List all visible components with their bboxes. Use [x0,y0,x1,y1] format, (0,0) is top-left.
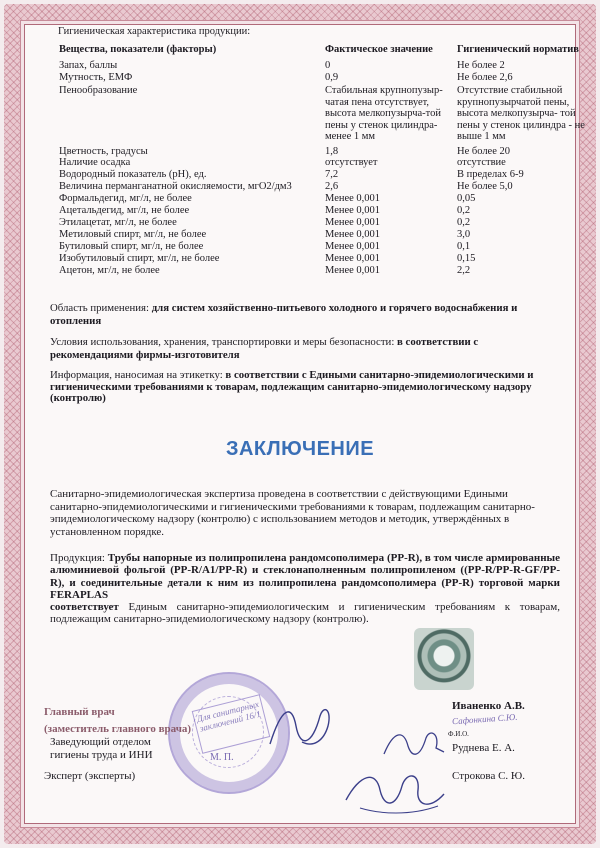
rectangular-stamp: Для санитарных заключений 16/1 [192,694,271,754]
product-value: Трубы напорные из полипропилена рандомсополимера (PP-R), в том числе армированные алюминиевой фольгой (PP-R/A1/PP-R) и стеклонаполненным полипропиленом ((PP-R/PP-R-GF/PP-R), и соединительные детали к ним из полипропилена рандомсополимера (PP-R) торговой марки FERAPLAS [50,552,560,601]
table-row-name: Метиловый спирт, мг/л, не более [59,229,207,240]
table-row-norm: 3,0 [457,229,471,240]
table-row-norm: Не более 2 [457,60,505,71]
signer-name-2: Руднева Е. А. [452,742,515,754]
complies-label: соответствует [50,601,119,614]
table-row-fact: Менее 0,001 [325,253,381,264]
head-dept-line2: гигиены труда и ИНИ [50,749,153,761]
fio-label: Ф.И.О. [448,730,469,738]
signature-chief [262,696,342,756]
table-row-norm: Не более 2,6 [457,72,513,83]
conclusion-title: ЗАКЛЮЧЕНИЕ [225,438,375,460]
table-row-fact: отсутствует [325,157,378,168]
chief-doctor-label: Главный врач [44,706,115,718]
table-row-fact: 1,8 [325,146,339,157]
table-row-name: Мутность, ЕМФ [59,72,133,83]
head-dept-line1: Заведующий отделом [50,736,151,748]
table-row-norm: 0,05 [457,193,476,204]
table-row-name: Величина перманганатной окисляемости, мгО2/дм3 [59,181,292,192]
signature-rudneva [380,724,450,764]
table-row-fact: Менее 0,001 [325,229,381,240]
table-row-fact: 7,2 [325,169,339,180]
table-row-norm: 0,2 [457,217,471,228]
hologram-icon [414,628,474,690]
table-row-name: Ацетальдегид, мг/л, не более [59,205,190,216]
table-row-norm: 0,2 [457,205,471,216]
table-row-fact: Стабильная крупнопузыр-чатая пена отсутствует, высота мелкопузырча-той пены у стенок цилиндра-менее 1 мм [325,85,443,142]
signature-strokova [340,760,450,820]
table-row-norm: 0,15 [457,253,476,264]
table-row-fact: Менее 0,001 [325,205,381,216]
table-row-norm: 0,1 [457,241,471,252]
label-info-paragraph [50,370,560,405]
mp-label: М. П. [210,752,234,763]
table-row-norm: 2,2 [457,265,471,276]
col-header-norm: Гигиенический норматив [457,44,579,55]
scope-paragraph [50,302,560,327]
table-row-fact: 0,9 [325,72,339,83]
table-row-fact: Менее 0,001 [325,193,381,204]
table-row-norm: отсутствие [457,157,506,168]
table-row-name: Цветность, градусы [59,146,148,157]
table-row-norm: Не более 5,0 [457,181,513,192]
table-row-name: Изобутиловый спирт, мг/л, не более [59,253,220,264]
signer-name-1: Иваненко А.В. [452,700,525,712]
table-row-fact: 2,6 [325,181,339,192]
table-row-norm: Отсутствие стабильной крупнопузырчатой пены, высота мелкопузырча- той пены у стенок цилиндра - не выше 1 мм [457,85,585,142]
table-row-fact: Менее 0,001 [325,265,381,276]
label-info-label: Информация, наносимая на этикетку: [50,369,223,381]
table-row-fact: Менее 0,001 [325,217,381,228]
table-row-name: Формальдегид, мг/л, не более [59,193,192,204]
expert-label: Эксперт (эксперты) [44,770,136,782]
complies-text: Единым санитарно-эпидемиологическим и гигиеническим требованиям к товарам, подлежащим санитарно-эпидемиологическому надзору (контролю). [50,601,560,626]
table-row-name: Бутиловый спирт, мг/л, не более [59,241,204,252]
deputy-label: (заместитель главного врача) [44,723,192,735]
table-row-fact: Менее 0,001 [325,241,381,252]
table-row-name: Запах, баллы [59,60,118,71]
conclusion-text: Санитарно-эпидемиологическая экспертиза проведена в соответствии с действующими Едиными санитарно-эпидемиологическими и гигиеническими требованиями к товарам, подлежащим санитарно-эпидемиологическому надзору (контролю) с использованием методов и методик, утверждённых в установленном порядке. [50,488,535,538]
conditions-paragraph [50,336,560,361]
conditions-label: Условия использования, хранения, транспортировки и меры безопасности: [50,336,395,348]
section-heading: Гигиеническая характеристика продукции: [58,26,251,37]
conditions-value: в соответствии с рекомендациями фирмы-изготовителя [50,336,479,361]
product-paragraph [50,552,560,626]
table-row-name: Наличие осадка [59,157,131,168]
table-row-norm: Не более 20 [457,146,511,157]
signer-name-3: Строкова С. Ю. [452,770,525,782]
small-stamp-name: Сафонкина С.Ю. [451,711,518,727]
table-row-name: Ацетон, мг/л, не более [59,265,160,276]
table-row-name: Этилацетат, мг/л, не более [59,217,177,228]
col-header-name: Вещества, показатели (факторы) [59,44,217,55]
label-info-value: в соответствии с Едиными санитарно-эпидемиологическими и гигиеническими требованиями к товарам, подлежащим санитарно-эпидемиологическому надзору (контролю) [50,369,534,404]
scope-value: для систем хозяйственно-питьевого холодного и горячего водоснабжения и отопления [50,302,518,327]
table-row-name: Пенообразование [59,85,138,96]
table-row-norm: В пределах 6-9 [457,169,524,180]
table-row-name: Водородный показатель (pH), ед. [59,169,207,180]
table-row-fact: 0 [325,60,331,71]
product-label: Продукция: [50,552,105,564]
scope-label: Область применения: [50,302,150,314]
col-header-fact: Фактическое значение [325,44,433,55]
